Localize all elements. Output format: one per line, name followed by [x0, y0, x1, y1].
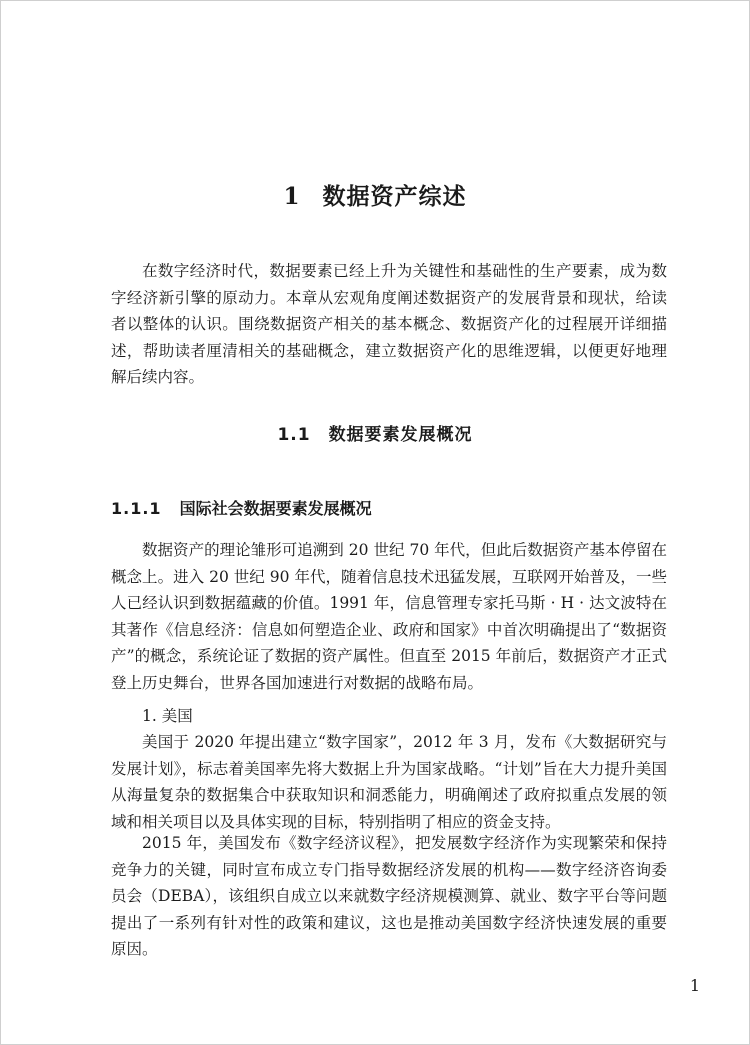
body-paragraph-1: 数据资产的理论雏形可追溯到 20 世纪 70 年代，但此后数据资产基本停留在概念上。进入 20 世纪 90 年代，随着信息技术迅猛发展，互联网开始普及，一些人已经认识到数据蕴藏的价值。1991 年，信息管理专家托马斯 · H · 达文波特在其著作《信息经济：信息如何塑造企业、政府和国家》中首次明确提出了“数据资产”的概念，系统论证了数据的资产属性。但直至 2015 年前后，数据资产才正式登上历史舞台，世界各国加速进行对数据的战略布局。 [111, 541, 667, 692]
subsection-title-text: 国际社会数据要素发展概况 [179, 499, 372, 518]
body-paragraph-3: 2015 年，美国发布《数字经济议程》，把发展数字经济作为实现繁荣和保持竞争力的关键，同时宣布成立专门指导数据经济发展的机构——数字经济咨询委员会（DEBA），该组织自成立以来就数字经济规模测算、就业、数字平台等问题提出了一系列有针对性的政策和建议，这也是推动美国数字经济快速发展的重要原因。 [111, 834, 667, 958]
subsection-number: 1.1.1 [111, 499, 162, 518]
section-title-text: 数据要素发展概况 [328, 425, 473, 445]
intro-paragraph: 在数字经济时代，数据要素已经上升为关键性和基础性的生产要素，成为数字经济新引擎的原动力。本章从宏观角度阐述数据资产的发展背景和现状，给读者以整体的认识。围绕数据资产相关的基本概念、数据资产化的过程展开详细描述，帮助读者厘清相关的基础概念，建立数据资产化的思维逻辑，以便更好地理解后续内容。 [111, 262, 667, 386]
list-item-usa: 1. 美国 [142, 707, 193, 725]
chapter-title-text: 数据资产综述 [322, 184, 467, 210]
body-paragraph-2: 美国于 2020 年提出建立“数字国家”，2012 年 3 月，发布《大数据研究与发展计划》，标志着美国率先将大数据上升为国家战略。“计划”旨在大力提升美国从海量复杂的数据集合中获取知识和洞悉能力，明确阐述了政府拟重点发展的领域和相关项目以及具体实现的目标，特别指明了相应的资金支持。 [111, 733, 667, 831]
subsection-title [111, 496, 372, 519]
chapter-title [0, 178, 750, 211]
section-number: 1.1 [277, 425, 311, 445]
section-title [0, 420, 750, 445]
page-number: 1 [689, 976, 700, 995]
chapter-number: 1 [283, 183, 301, 210]
